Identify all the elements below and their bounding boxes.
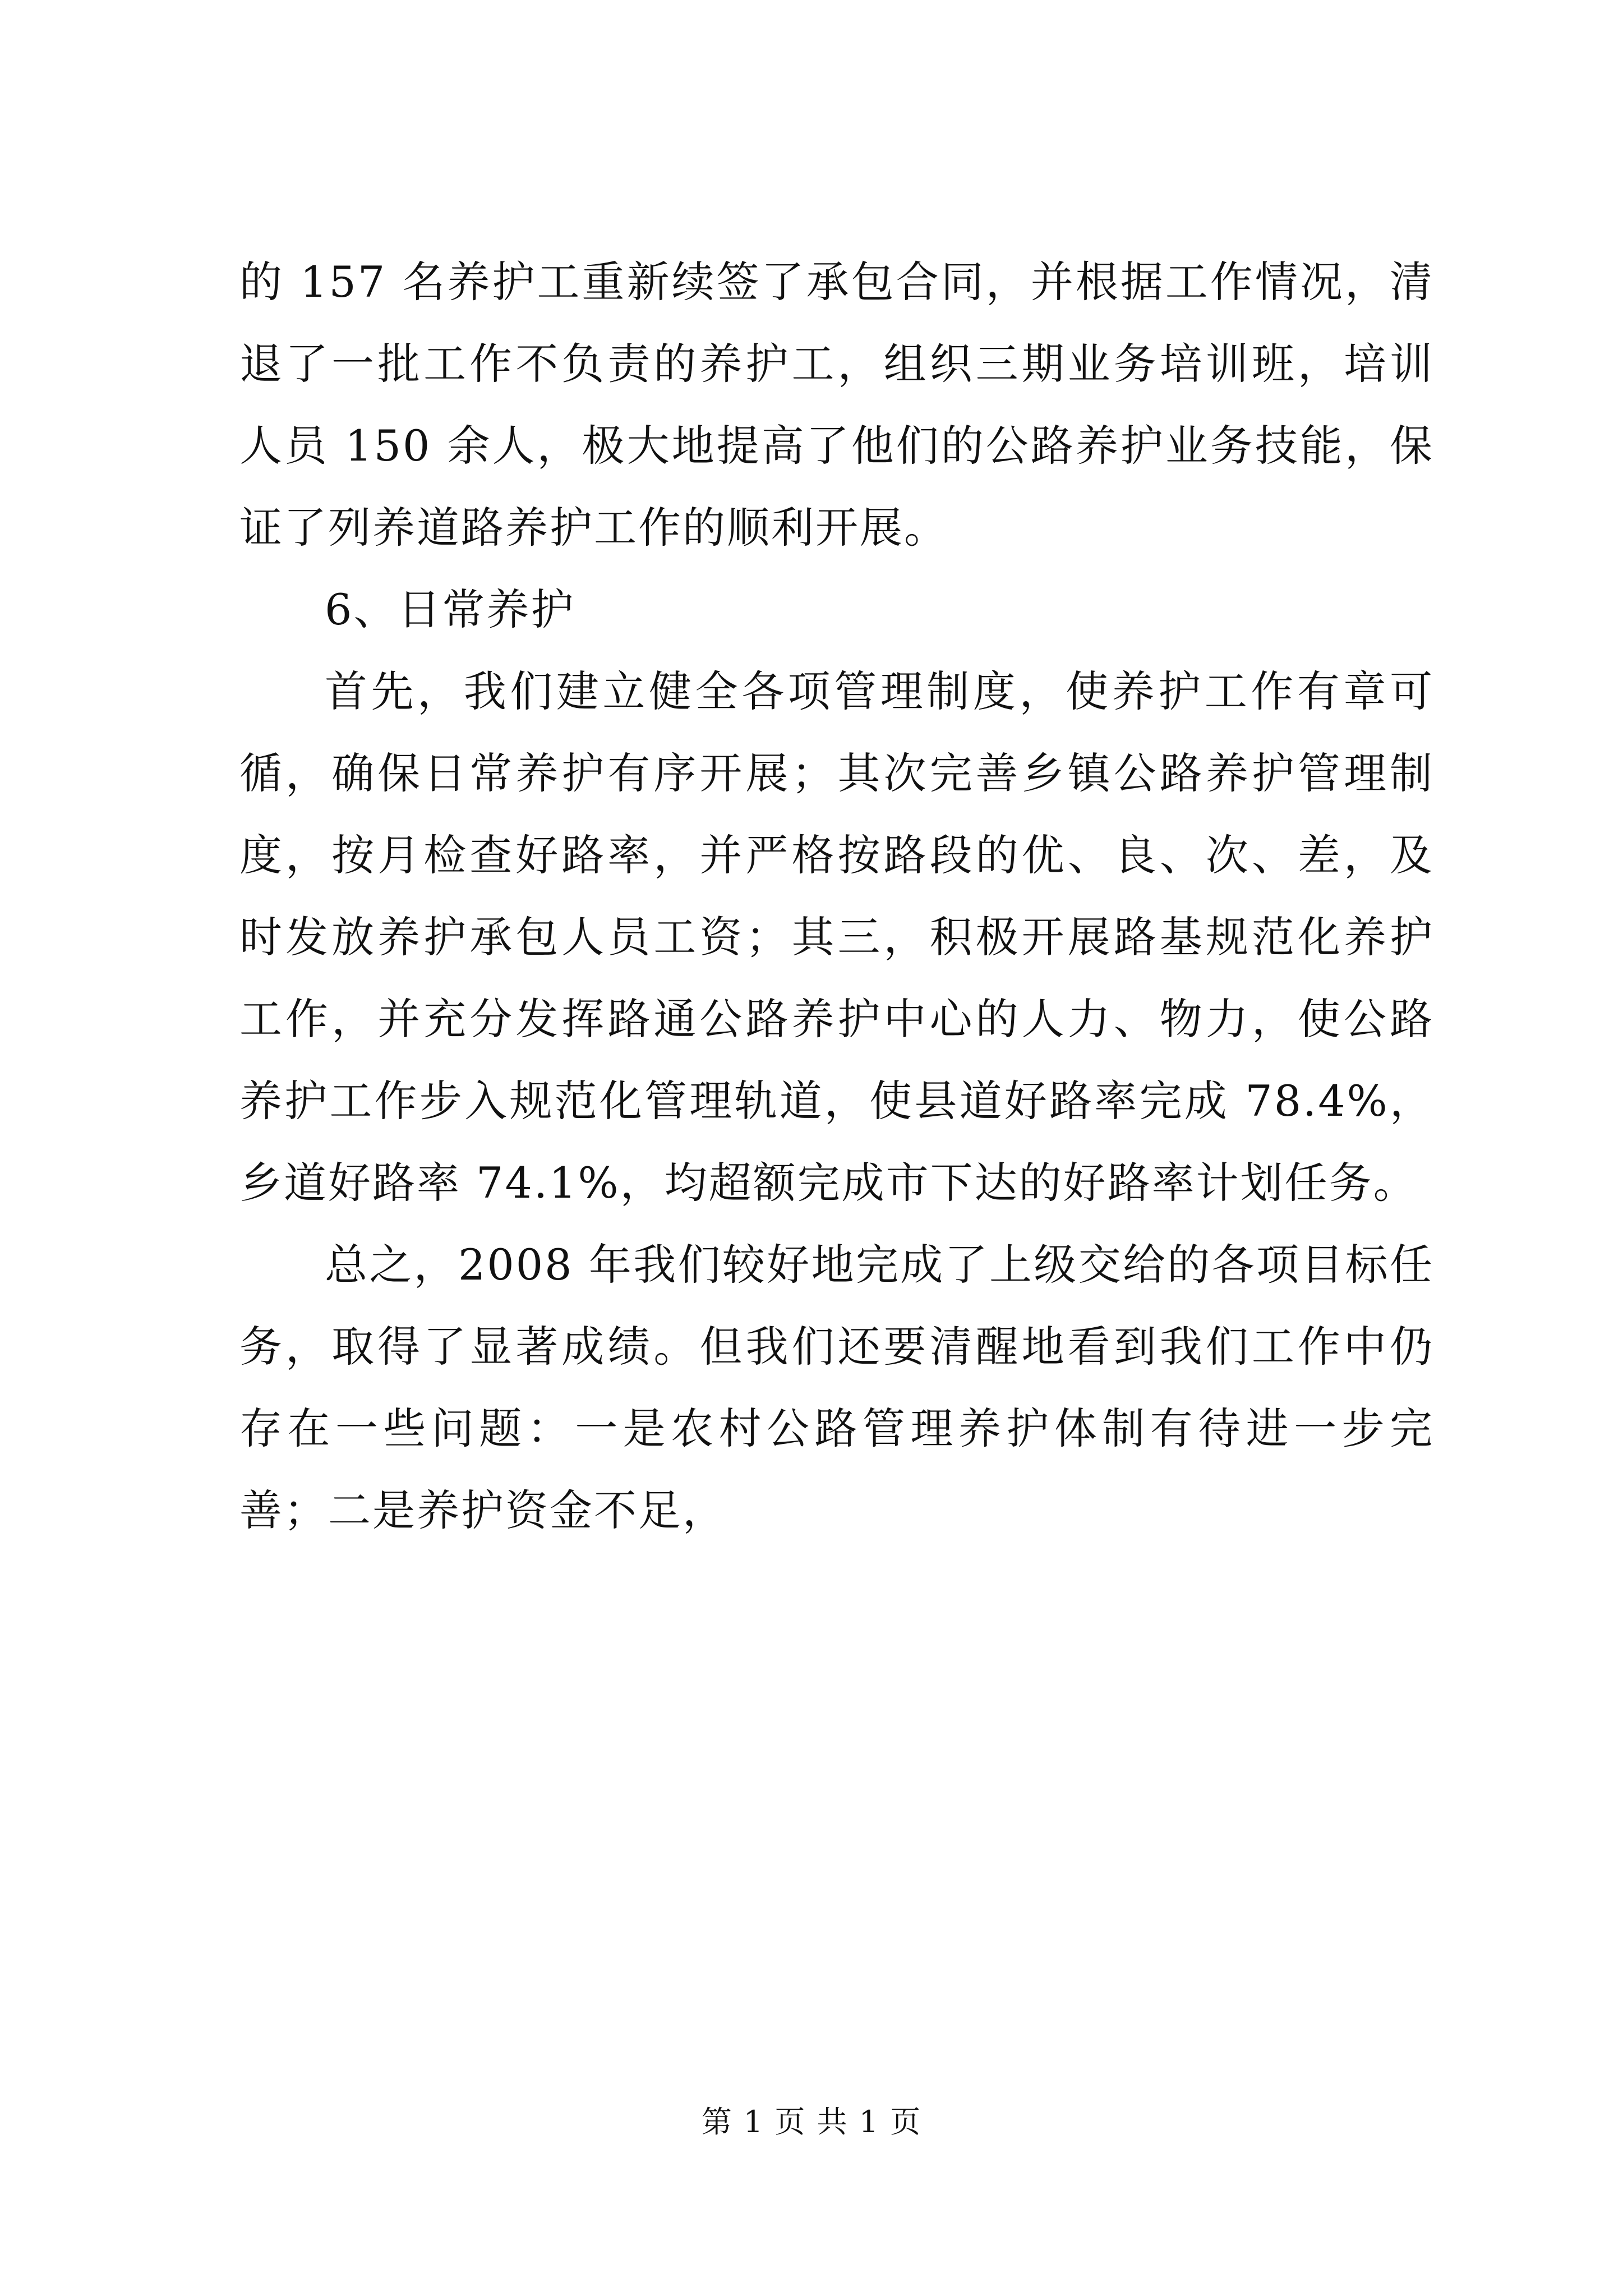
paragraph-maintenance-workers: 的 157 名养护工重新续签了承包合同，并根据工作情况，清退了一批工作不负责的养护工，组织三期业务培训班，培训人员 150 余人，极大地提高了他们的公路养护业务技能，保证了列养道路养护工作的顺利开展。 [239, 257, 1434, 553]
paragraph-summary: 总之，2008 年我们较好地完成了上级交给的各项目标任务，取得了显著成绩。但我们还要清醒地看到我们工作中仍存在一些问题：一是农村公路管理养护体制有待进一步完善；二是养护资金不足， [239, 1240, 1434, 1535]
document-body [239, 241, 1434, 1552]
section-heading-daily-maintenance: 6、日常养护 [325, 585, 575, 634]
paragraph-daily-maintenance: 首先，我们建立健全各项管理制度，使养护工作有章可循，确保日常养护有序开展；其次完善乡镇公路养护管理制度，按月检查好路率，并严格按路段的优、良、次、差，及时发放养护承包人员工资；其三，积极开展路基规范化养护工作，并充分发挥路通公路养护中心的人力、物力，使公路养护工作步入规范化管理轨道，使县道好路率完成 78.4%，乡道好路率 74.1%，均超额完成市下达的好路率计划任务。 [239, 666, 1434, 1208]
page-footer: 第 1 页 共 1 页 [701, 2104, 922, 2139]
